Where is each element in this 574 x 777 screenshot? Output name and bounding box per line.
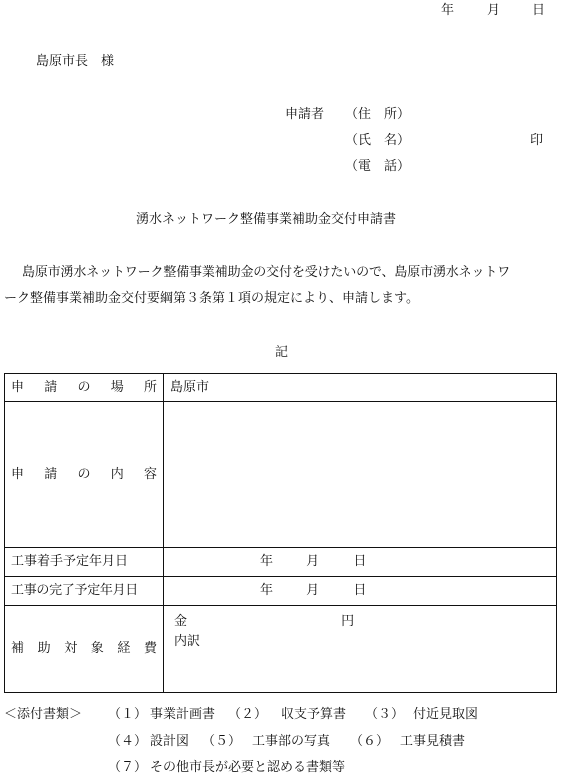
start-date-value[interactable] [164,548,557,577]
date-month: 月 [487,3,501,18]
attachment-4-text: 設計図 [150,734,190,749]
attachment-2-num: （２） [228,707,268,722]
end-month: 月 [306,583,320,598]
attachment-3-text: 付近見取図 [413,707,479,722]
content-value[interactable] [164,402,557,548]
attachments-label: ＜添付書類＞ [4,707,83,722]
end-day: 日 [353,583,367,598]
place-row [5,374,557,402]
attachment-1-num: （１） [108,707,148,722]
attachment-6-num: （６） [350,734,390,749]
start-year: 年 [260,554,274,569]
end-year: 年 [260,583,274,598]
content-label: 申 請 の 内 容 [5,402,164,548]
body-line-1: 島原市湧水ネットワーク整備事業補助金の交付を受けたいので、島原市湧水ネットワ [22,265,511,280]
addressee: 島原市長 様 [36,54,115,69]
body-line-2: ーク整備事業補助金交付要綱第３条第１項の規定により、申請します。 [4,291,419,306]
cost-label: 補 助 対 象 経 費 [5,606,164,693]
applicant-phone: （電 話） [345,159,411,174]
date-day: 日 [532,3,546,18]
cost-row [5,606,557,693]
document-title: 湧水ネットワーク整備事業補助金交付申請書 [136,212,397,227]
seal-mark: 印 [530,133,544,148]
date-year: 年 [441,3,455,18]
applicant-name: （氏 名） [345,133,411,148]
end-date-row [5,577,557,606]
content-row [5,402,557,548]
cost-value[interactable] [164,606,557,693]
attachment-6-text: 工事見積書 [400,734,466,749]
start-day: 日 [353,554,367,569]
place-value[interactable]: 島原市 [164,374,557,402]
place-label: 申 請 の 場 所 [5,374,164,402]
attachment-4-num: （４） [108,734,148,749]
attachment-3-num: （３） [365,707,405,722]
end-date-label: 工事の完了予定年月日 [5,577,164,606]
start-date-row [5,548,557,577]
attachment-5-num: （５） [202,734,242,749]
cost-kin: 金 [174,614,188,629]
attachment-1-text: 事業計画書 [150,707,216,722]
applicant-address: （住 所） [345,107,411,122]
applicant-label: 申請者 [285,107,325,122]
end-date-value[interactable] [164,577,557,606]
attachment-7-text: その他市長が必要と認める書類等 [150,760,346,775]
attachment-7-num: （７） [108,760,148,775]
attachment-5-text: 工事部の写真 [252,734,331,749]
ki-heading: 記 [275,345,289,360]
cost-breakdown: 内訳 [174,634,201,649]
start-month: 月 [306,554,320,569]
attachment-2-text: 収支予算書 [281,707,347,722]
start-date-label: 工事着手予定年月日 [5,548,164,577]
cost-yen: 円 [341,614,355,629]
application-table [4,373,557,693]
